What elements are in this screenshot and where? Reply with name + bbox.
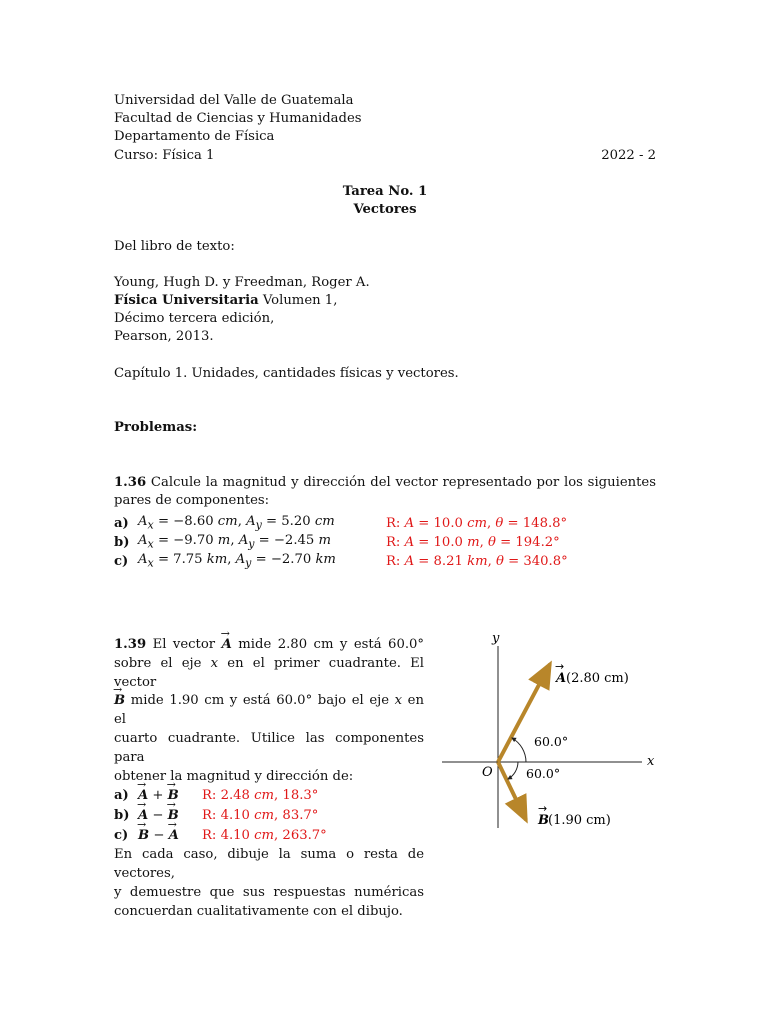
problem-139-item [114,826,424,846]
item-expression: → B − → A [138,827,202,846]
book-title: Física Universitaria [114,293,259,309]
vector-b-symbol: → B [114,692,125,711]
vector-b-label: B [538,813,549,828]
book-title-row [114,292,656,310]
book-intro: Del libro de texto: [114,238,235,254]
vector-a-symbol: → A [222,636,232,655]
book-edition: Décimo tercera edición, [114,311,275,327]
problem-139-item [114,786,424,806]
problem-136-statement-2: pares de componentes: [114,493,270,509]
x-axis-label: x [647,754,655,769]
angle-top-label: 60.0° [534,734,569,749]
item-expression: → A − → B [138,807,202,826]
problem-136-item [114,514,656,533]
problem-136-number: 1.36 [114,474,147,490]
item-label: b) [114,807,130,823]
vector-a-label: A [556,671,567,686]
item-answer: R: A = 10.0 m, θ = 194.2° [386,534,560,550]
item-label: c) [114,553,129,569]
problem-139-line-2: sobre el eje x en el primer cuadrante. El vector [114,655,424,690]
course-row [114,147,656,165]
problem-136-item [114,533,656,552]
problem-139-closing-3: concuerdan cualitativamente con el dibujo. [114,903,403,919]
item-answer: R: 4.10 cm, 263.7° [202,827,327,843]
item-label: c) [114,827,129,843]
problem-139-items [114,786,424,846]
problem-136-item [114,552,656,571]
course-name: Curso: Física 1 [114,147,215,163]
problem-136-statement-1: 1.36 Calcule la magnitud y dirección del vector representado por los siguientes [114,474,656,490]
problem-139-line-1: 1.39 El vector → A mide 2.80 cm y está 60.0° [114,636,424,655]
y-axis-label: y [492,631,500,646]
item-answer: R: A = 10.0 cm, θ = 148.8° [386,515,568,531]
problem-139-number: 1.39 [114,637,147,652]
vector-a-value: (2.80 cm) [566,671,629,686]
angle-bottom-label: 60.0° [526,766,561,781]
book-authors: Young, Hugh D. y Freedman, Roger A. [114,274,370,290]
document-body [114,92,656,571]
chapter-line: Capítulo 1. Unidades, cantidades físicas y vectores. [114,365,459,381]
problem-139-item [114,806,424,826]
faculty-name: Facultad de Ciencias y Humanidades [114,111,362,127]
angle-arc-top [512,738,526,762]
item-components: $A_x = -8.60$ cm, $A_y = 5.20$ cm [138,513,335,532]
item-components: $A_x = 7.75$ km, $A_y = -2.70$ km [138,551,336,570]
book-publisher: Pearson, 2013. [114,329,214,345]
department-name: Departamento de Física [114,129,275,145]
problem-139-closing-2: y demuestre que sus respuestas numéricas [114,884,424,900]
problem-139-line-3: → B mide 1.90 cm y está 60.0° bajo el eje x en el [114,692,424,730]
problems-heading: Problemas: [114,420,198,436]
item-answer: R: 2.48 cm, 18.3° [202,787,319,803]
item-components: $A_x = -9.70$ m, $A_y = -2.45$ m [138,532,332,551]
problem-139-closing-1: En cada caso, dibuje la suma o resta de vectores, [114,847,424,882]
item-label: a) [114,515,129,531]
origin-label: O [482,765,493,780]
item-answer: R: 4.10 cm, 83.7° [202,807,319,823]
item-label: a) [114,787,129,803]
vector-b-arrow-mark: → [538,802,548,815]
vector-b-value: (1.90 cm) [548,813,611,828]
term: 2022 - 2 [601,147,656,163]
problem-139-line-4: cuarto cuadrante. Utilice las componentes para [114,730,424,765]
vector-diagram-svg [438,628,663,840]
item-label: b) [114,534,130,550]
assignment-title: Tarea No. 1 [342,183,428,199]
vector-figure [438,628,663,844]
university-name: Universidad del Valle de Guatemala [114,93,354,108]
problem-139 [114,636,424,922]
problem-139-line-5: obtener la magnitud y dirección de: [114,768,354,784]
angle-arc-bottom [508,762,518,779]
assignment-topic: Vectores [353,202,417,218]
vector-a-arrow-mark: → [555,660,565,673]
item-expression: → A + → B [138,787,202,806]
book-volume: Volumen 1, [258,293,338,309]
item-answer: R: A = 8.21 km, θ = 340.8° [386,553,568,569]
vector-b-arrow [498,762,526,820]
problem-136-items [114,514,656,571]
